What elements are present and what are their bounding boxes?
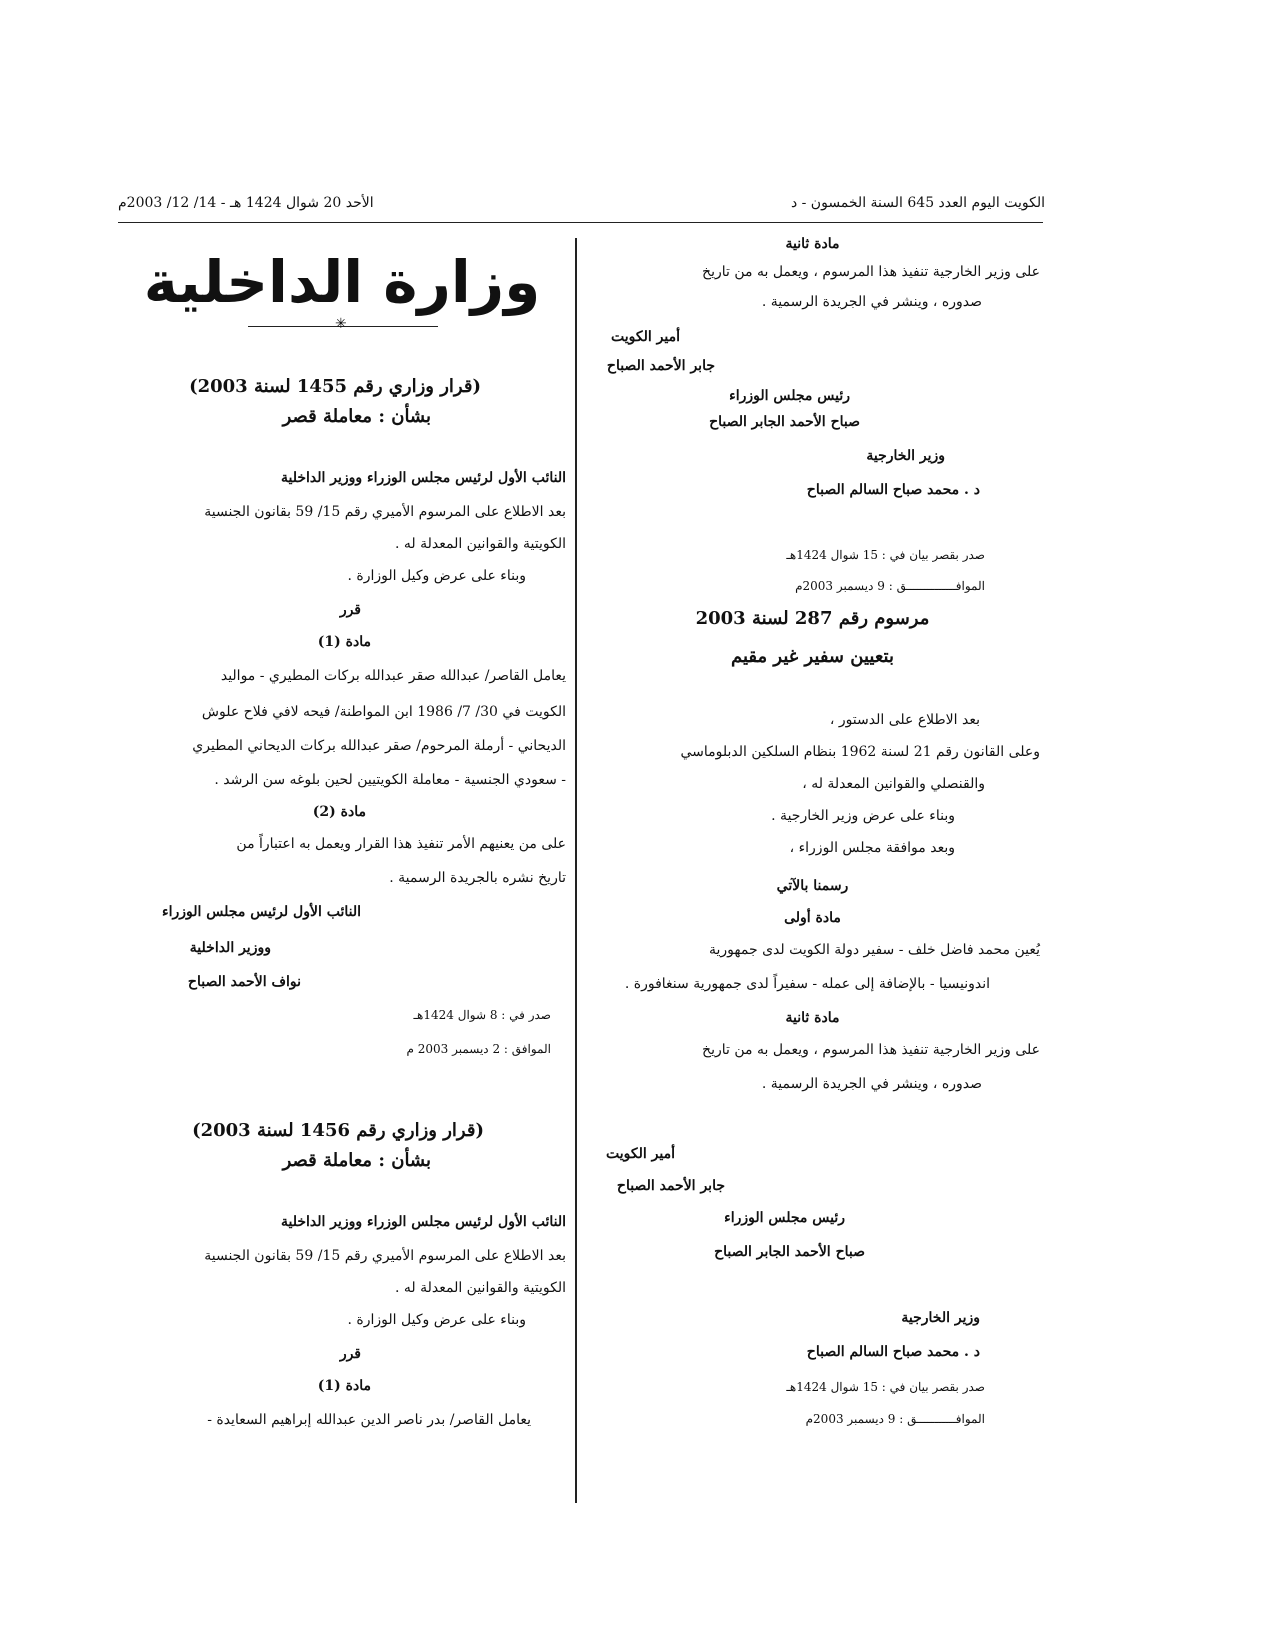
corresponding-date: الموافــــــــــــــق : 9 ديسمبر 2003م (795, 579, 985, 593)
article-text: على وزير الخارجية تنفيذ هذا المرسوم ، ويعمل به من تاريخ (702, 1042, 1040, 1058)
article-text: - سعودي الجنسية - معاملة الكويتيين لحين بلوغه سن الرشد . (214, 772, 566, 788)
corresponding-date: الموافق : 2 ديسمبر 2003 م (406, 1042, 551, 1056)
preamble-line: بعد الاطلاع على الدستور ، (829, 712, 980, 728)
preamble-line: والقنصلي والقوانين المعدلة له ، (802, 776, 985, 792)
decreed-heading: رسمنا بالآتي (776, 878, 849, 894)
issued-date: صدر بقصر بيان في : 15 شوال 1424هـ (786, 1380, 985, 1394)
preamble-line: وعلى القانون رقم 21 لسنة 1962 بنظام السلكين الدبلوماسي (680, 744, 1040, 760)
decision-title: (قرار وزاري رقم 1456 لسنة 2003) (192, 1120, 484, 1141)
article-text: يعامل القاصر/ بدر ناصر الدين عبدالله إبراهيم السعايدة - (207, 1412, 531, 1428)
decree-title: مرسوم رقم 287 لسنة 2003 (695, 608, 930, 629)
article-title: مادة (1) (317, 634, 371, 650)
signatory-name: نواف الأحمد الصباح (187, 974, 301, 990)
corresponding-date: الموافـــــــــــق : 9 ديسمبر 2003م (805, 1412, 985, 1426)
article-title: مادة (2) (312, 804, 366, 820)
star-ornament-icon: ✳ (335, 316, 347, 332)
pm-name: صباح الأحمد الجابر الصباح (709, 414, 860, 430)
decision-issuer: النائب الأول لرئيس مجلس الوزراء ووزير الداخلية (280, 1214, 566, 1230)
emir-title: أمير الكويت (606, 1146, 675, 1162)
fm-name: د . محمد صباح السالم الصباح (806, 1344, 980, 1360)
fm-name: د . محمد صباح السالم الصباح (806, 482, 980, 498)
preamble-line: وبناء على عرض وكيل الوزارة . (347, 568, 526, 584)
article-title: مادة ثانية (785, 1010, 840, 1026)
article-text: الكويت في 30/ 7/ 1986 ابن المواطنة/ فيحه لافي فلاح علوش (201, 704, 566, 720)
article-text: صدوره ، وينشر في الجريدة الرسمية . (761, 1076, 982, 1092)
signatory-title: ووزير الداخلية (189, 940, 271, 956)
header-rule (118, 222, 1043, 223)
decision-title: (قرار وزاري رقم 1455 لسنة 2003) (189, 376, 481, 397)
article-title: مادة ثانية (785, 236, 840, 252)
ministry-title: وزارة الداخلية (143, 248, 541, 316)
decided-heading: قرر (339, 1346, 361, 1362)
article-title: مادة (1) (317, 1378, 371, 1394)
header-date: الأحد 20 شوال 1424 هـ - 14/ 12/ 2003م (118, 195, 374, 211)
preamble-line: وبناء على عرض وزير الخارجية . (771, 808, 955, 824)
pm-title: رئيس مجلس الوزراء (724, 1210, 845, 1226)
article-text: يُعين محمد فاضل خلف - سفير دولة الكويت لدى جمهورية (709, 942, 1040, 958)
article-text: اندونيسيا - بالإضافة إلى عمله - سفيراً لدى جمهورية سنغافورة . (624, 976, 990, 992)
preamble-line: الكويتية والقوانين المعدلة له . (394, 1280, 566, 1296)
decision-subject: بشأن : معاملة قصر (282, 406, 431, 427)
fm-title: وزير الخارجية (901, 1310, 980, 1326)
article-text: الديحاني - أرملة المرحوم/ صقر عبدالله بركات الديحاني المطيري (192, 738, 566, 754)
issued-date: صدر في : 8 شوال 1424هـ (413, 1008, 551, 1022)
preamble-line: الكويتية والقوانين المعدلة له . (394, 536, 566, 552)
preamble-line: بعد الاطلاع على المرسوم الأميري رقم 15/ 59 بقانون الجنسية (204, 1248, 566, 1264)
pm-name: صباح الأحمد الجابر الصباح (714, 1244, 865, 1260)
article-text: تاريخ نشره بالجريدة الرسمية . (389, 870, 566, 886)
article-title: مادة أولى (784, 910, 841, 926)
emir-name: جابر الأحمد الصباح (616, 1178, 725, 1194)
decree-subject: بتعيين سفير غير مقيم (731, 646, 894, 667)
article-text: يعامل القاصر/ عبدالله صقر عبدالله بركات المطيري - مواليد (220, 668, 566, 684)
pm-title: رئيس مجلس الوزراء (729, 388, 850, 404)
fm-title: وزير الخارجية (866, 448, 945, 464)
article-text: على من يعنيهم الأمر تنفيذ هذا القرار ويعمل به اعتباراً من (236, 836, 566, 852)
column-divider (575, 238, 577, 1503)
emir-title: أمير الكويت (611, 329, 680, 345)
emir-name: جابر الأحمد الصباح (606, 358, 715, 374)
signatory-title: النائب الأول لرئيس مجلس الوزراء (162, 904, 361, 920)
issued-date: صدر بقصر بيان في : 15 شوال 1424هـ (786, 548, 985, 562)
preamble-line: وبناء على عرض وكيل الوزارة . (347, 1312, 526, 1328)
decided-heading: قرر (339, 602, 361, 618)
preamble-line: بعد الاطلاع على المرسوم الأميري رقم 15/ 59 بقانون الجنسية (204, 504, 566, 520)
text-line: على وزير الخارجية تنفيذ هذا المرسوم ، ويعمل به من تاريخ (702, 264, 1040, 280)
text-line: صدوره ، وينشر في الجريدة الرسمية . (761, 294, 982, 310)
decision-issuer: النائب الأول لرئيس مجلس الوزراء ووزير الداخلية (280, 470, 566, 486)
preamble-line: وبعد موافقة مجلس الوزراء ، (789, 840, 955, 856)
header-issue-info: الكويت اليوم العدد 645 السنة الخمسون - د (790, 195, 1045, 211)
decision-subject: بشأن : معاملة قصر (282, 1150, 431, 1171)
